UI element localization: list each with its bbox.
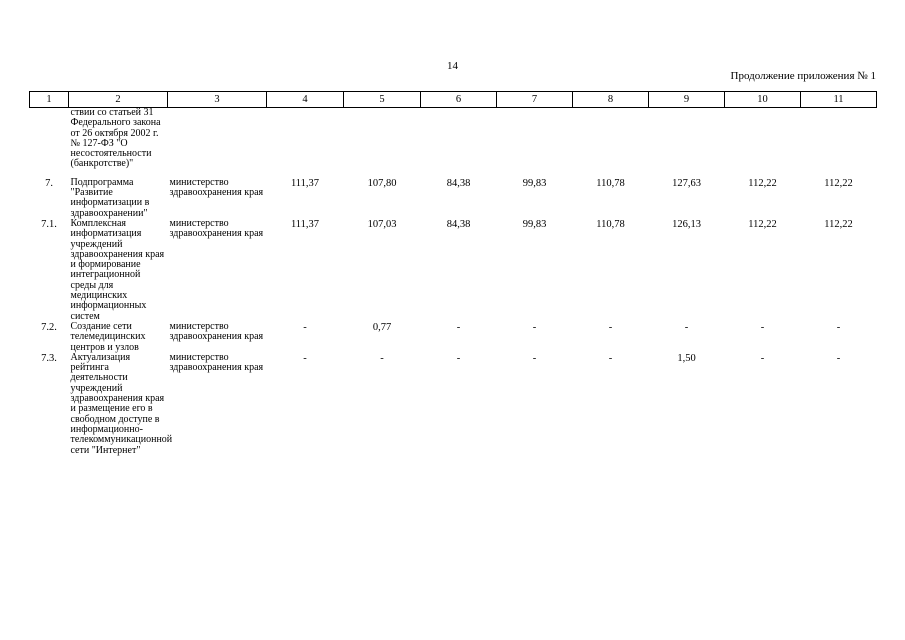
row-executor: министерство здравоохранения края (169, 320, 264, 343)
row-value: 107,80 (367, 177, 397, 189)
row-value (421, 108, 497, 178)
row-value: - (684, 321, 689, 333)
row-value: - (380, 352, 384, 364)
row-value: - (760, 352, 765, 364)
row-value: - (456, 352, 461, 364)
row-number (30, 108, 69, 178)
column-header: 8 (573, 92, 649, 108)
column-header: 10 (725, 92, 801, 108)
column-header: 11 (801, 92, 877, 108)
column-header: 6 (421, 92, 497, 108)
row-value: 1,50 (677, 352, 696, 364)
row-value (573, 108, 649, 178)
row-value (344, 108, 421, 178)
row-number: 7. (45, 177, 53, 189)
row-value: 111,37 (290, 177, 320, 189)
row-value: 126,13 (672, 218, 701, 230)
row-name: Создание сети телемедицинских центров и узлов (70, 320, 146, 353)
column-header: 3 (168, 92, 267, 108)
table-row (30, 178, 877, 219)
row-value: 99,83 (522, 177, 547, 189)
continuation-label: Продолжение приложения № 1 (730, 70, 876, 82)
column-header: 9 (649, 92, 725, 108)
row-value (649, 108, 725, 178)
row-value: - (303, 352, 307, 364)
column-header: 7 (497, 92, 573, 108)
row-executor (168, 108, 267, 178)
column-header: 2 (69, 92, 168, 108)
header-row (30, 92, 877, 108)
row-name: ствии со статьей 31 Федерального закона от 26 октября 2002 г. № 127-ФЗ "О несостоятельности (банкротстве)" (70, 107, 161, 170)
row-number: 7.2. (41, 321, 57, 333)
row-value: 111,37 (290, 218, 320, 230)
row-value: 107,03 (367, 218, 397, 230)
row-value: 112,22 (824, 218, 853, 230)
row-value: - (760, 321, 765, 333)
row-name: Комплексная информатизация учреждений здравоохранения края и формирование интеграционной среды для медицинских информационных систем (70, 217, 165, 322)
row-number: 7.1. (41, 218, 57, 230)
column-header: 5 (344, 92, 421, 108)
row-value: - (532, 321, 537, 333)
row-executor: министерство здравоохранения края (169, 217, 264, 240)
page-number: 14 (447, 60, 458, 72)
row-number: 7.3. (41, 352, 57, 364)
row-value: 99,83 (522, 218, 547, 230)
row-value: 110,78 (596, 177, 625, 189)
table-row (30, 219, 877, 322)
row-value: 0,77 (372, 321, 392, 333)
row-value: 84,38 (446, 218, 471, 230)
row-value: - (608, 352, 613, 364)
row-value: 84,38 (446, 177, 471, 189)
row-value: 112,22 (748, 177, 777, 189)
column-header: 1 (30, 92, 69, 108)
row-value (725, 108, 801, 178)
row-executor: министерство здравоохранения края (169, 176, 264, 199)
row-value (801, 108, 877, 178)
table-row (30, 322, 877, 353)
row-value: - (608, 321, 613, 333)
row-value (267, 108, 344, 178)
table-row (30, 353, 877, 456)
row-executor: министерство здравоохранения края (169, 351, 264, 374)
row-value: - (836, 352, 841, 364)
row-value: 112,22 (748, 218, 777, 230)
row-value: - (303, 321, 307, 333)
row-value: 112,22 (824, 177, 853, 189)
row-value (497, 108, 573, 178)
table-row (30, 108, 877, 178)
row-value: - (456, 321, 461, 333)
column-header: 4 (267, 92, 344, 108)
row-value: - (836, 321, 841, 333)
row-value: 127,63 (672, 177, 701, 189)
row-name: Актуализация рейтинга деятельности учреждений здравоохранения края и размещение его в свободном доступе в информационно-телекоммуникационной сети "Интернет" (70, 351, 173, 456)
program-table (29, 91, 877, 456)
row-value: - (532, 352, 537, 364)
row-value: 110,78 (596, 218, 625, 230)
row-name: Подпрограмма "Развитие информатизации в здравоохранении" (70, 176, 150, 219)
